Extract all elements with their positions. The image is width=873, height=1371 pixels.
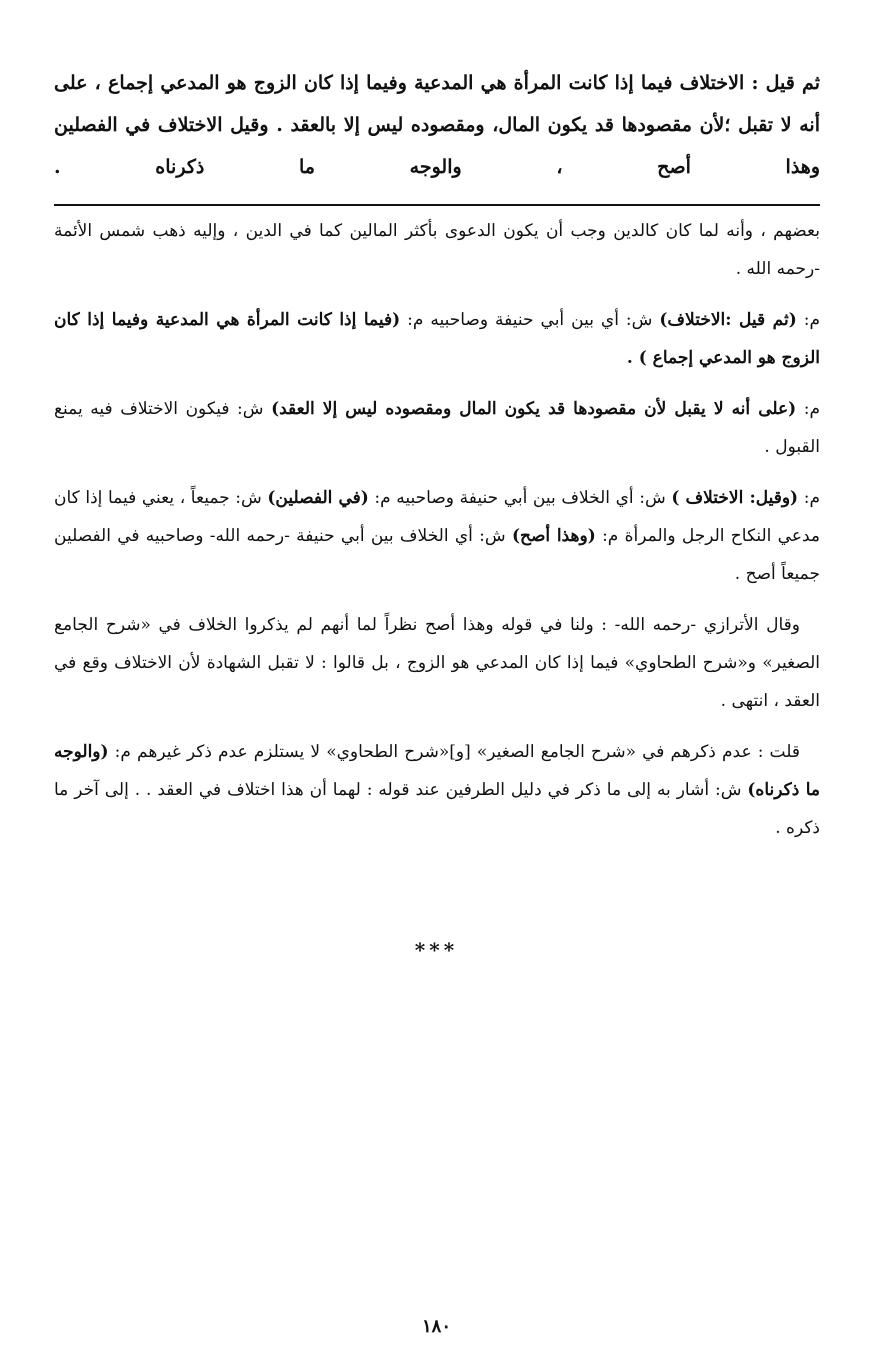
quoted-matn: (فيما إذا كانت المرأة هي المدعية وفيما إذا كان الزوج هو المدعي إجماع ) . xyxy=(54,310,820,368)
matn-text xyxy=(54,62,820,188)
commentary: ش: جميعاً ، يعني فيما إذا كان مدعي النكاح الرجل والمرأة م: xyxy=(54,488,820,546)
page-body xyxy=(54,62,820,860)
section-separator: *** xyxy=(414,938,459,962)
quoted-matn: (وهذا أصح) xyxy=(511,526,596,546)
matn-paragraph: ثم قيل : الاختلاف فيما إذا كانت المرأة هي المدعية وفيما إذا كان الزوج هو المدعي إجماع ، على أنه لا تقبل ؛لأن مقصودها قد يكون المال، ومقصوده ليس إلا بالعقد . وقيل الاختلاف في الفصلين وهذا أصح ، والوجه ما ذكرناه . xyxy=(54,72,820,178)
commentary: ش: أي الخلاف بين أبي حنيفة وصاحبيه م: xyxy=(368,488,672,508)
quoted-matn: (ثم قيل :الاختلاف) xyxy=(659,310,797,330)
sharh-paragraph-1: بعضهم ، وأنه لما كان كالدين وجب أن يكون الدعوى بأكثر المالين كما في الدين ، وإليه ذهب شمس الأئمة -رحمه الله . xyxy=(54,221,820,279)
commentary: ش: أي بين أبي حنيفة وصاحبيه م: xyxy=(400,310,660,330)
quoted-matn: (وقيل: الاختلاف ) xyxy=(671,488,799,508)
sharh-paragraph-6 xyxy=(54,733,820,847)
marker: م: xyxy=(798,488,820,508)
commentary: ش: أي الخلاف بين أبي حنيفة -رحمه الله- وصاحبيه في الفصلين جميعاً أصح . xyxy=(54,526,820,584)
page-number: ١٨٠ xyxy=(421,1316,451,1337)
commentary: قلت : عدم ذكرهم في «شرح الجامع الصغير» [و]«شرح الطحاوي» لا يستلزم عدم ذكر غيرهم م: xyxy=(108,742,800,762)
quoted-matn: (والوجه ما ذكرناه) xyxy=(54,742,820,800)
marker: م: xyxy=(796,399,820,419)
quoted-matn: (على أنه لا يقبل لأن مقصودها قد يكون المال ومقصوده ليس إلا العقد) xyxy=(271,399,797,419)
marker: م: xyxy=(796,310,820,330)
sharh-paragraph-5: وقال الأترازي -رحمه الله- : ولنا في قوله وهذا أصح نظراً لما أنهم لم يذكروا الخلاف في «شرح الجامع الصغير» و«شرح الطحاوي» فيما إذا كان المدعي هو الزوج ، بل قالوا : لا تقبل الشهادة لأن الاختلاف وقع في العقد ، انتهى . xyxy=(54,615,820,711)
commentary: ش: فيكون الاختلاف فيه يمنع القبول . xyxy=(54,399,820,457)
sharh-text xyxy=(54,212,820,847)
matn-divider xyxy=(54,204,820,206)
sharh-paragraph-4 xyxy=(54,479,820,593)
quoted-matn: (في الفصلين) xyxy=(267,488,369,508)
commentary: ش: أشار به إلى ما ذكر في دليل الطرفين عند قوله : لهما أن هذا اختلاف في العقد . . إلى آخر ما ذكره . xyxy=(54,780,820,838)
sharh-paragraph-2 xyxy=(54,301,820,377)
sharh-paragraph-3 xyxy=(54,390,820,466)
